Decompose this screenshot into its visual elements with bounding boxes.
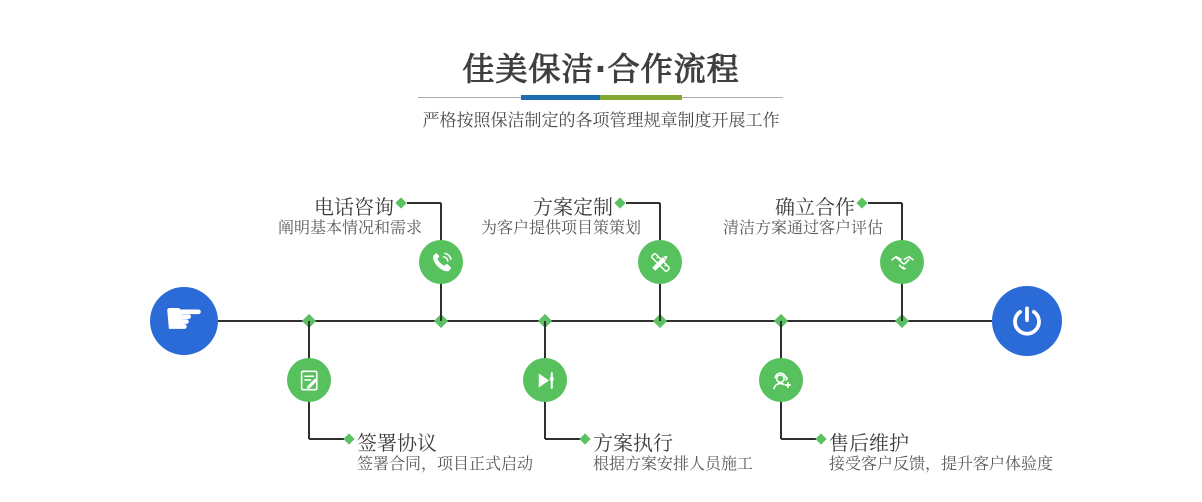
step-title: 售后维护 [829,431,909,455]
headset-plus-icon [759,358,803,402]
handshake-icon [880,240,924,284]
step-desc: 根据方案安排人员施工 [593,454,754,473]
end-node [992,286,1062,356]
step-title: 方案执行 [593,431,673,455]
diamond-marker [395,197,406,208]
step-desc: 清洁方案通过客户评估 [722,218,883,237]
pencil-ruler-icon [638,240,682,284]
connector-line [781,438,816,440]
step-title: 方案定制 [533,195,613,219]
divider-green-segment [600,95,682,100]
connector-line [545,438,580,440]
timeline-line [218,320,992,322]
connector-line [868,202,902,204]
step-desc: 签署合同，项目正式启动 [357,454,534,473]
step-desc: 阐明基本情况和需求 [277,218,422,237]
step-title: 确立合作 [775,195,855,219]
power-icon [1009,303,1045,339]
contract-pen-icon [287,358,331,402]
step-desc: 接受客户反馈，提升客户体验度 [829,454,1054,473]
diamond-marker [856,197,867,208]
step-title: 电话咨询 [314,195,394,219]
diamond-marker [614,197,625,208]
diamond-marker [343,433,354,444]
pointing-hand-icon: ☛ [163,291,205,345]
start-node [150,287,218,355]
step-title: 签署协议 [357,431,437,455]
connector-line [626,202,660,204]
page-title: 佳美保洁·合作流程 [462,50,740,88]
diamond-marker [815,433,826,444]
connector-line [407,202,441,204]
page-subtitle: 严格按照保洁制定的各项管理规章制度开展工作 [422,111,780,131]
connector-line [309,438,344,440]
phone-icon [419,240,463,284]
diamond-marker [579,433,590,444]
divider-blue-segment [521,95,600,100]
step-desc: 为客户提供项目策策划 [480,218,641,237]
play-slider-icon [523,358,567,402]
